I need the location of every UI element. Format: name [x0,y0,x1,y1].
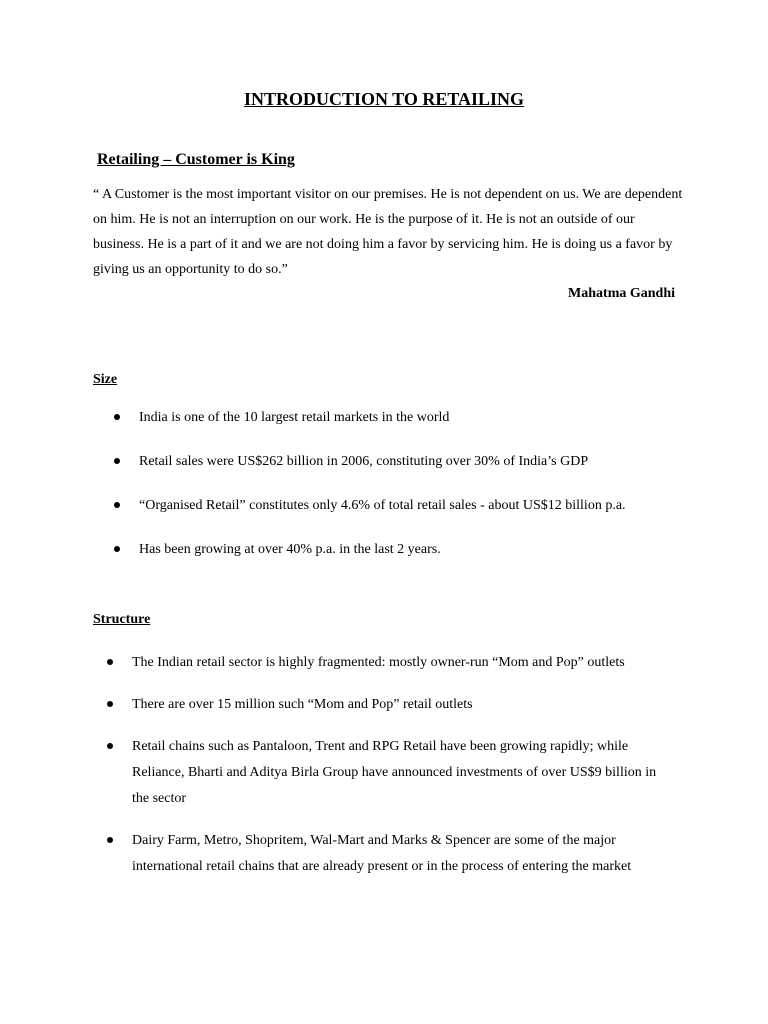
bullet-icon [107,701,113,707]
section-subtitle: Retailing – Customer is King [97,151,295,168]
bullet-icon [107,659,113,665]
size-bullet-list [112,405,675,581]
list-item [105,692,675,718]
size-heading: Size [93,372,118,387]
list-item-text: Retail chains such as Pantaloon, Trent and RPG Retail have been growing rapidly; while Reliance, Bharti and Aditya Birla Group have announced investments of over US$9 billion in the sector [132,739,657,806]
page-title: INTRODUCTION TO RETAILING [243,89,525,109]
list-item-text: The Indian retail sector is highly fragmented: mostly owner-run “Mom and Pop” outlets [132,655,625,670]
structure-bullet-list [105,650,675,896]
bullet-icon [114,414,120,420]
list-item [105,734,675,812]
list-item [112,449,675,475]
bullet-icon [114,502,120,508]
list-item-text: There are over 15 million such “Mom and Pop” retail outlets [132,697,473,712]
list-item-text: “Organised Retail” constitutes only 4.6% of total retail sales - about US$12 billion p.a. [139,498,626,513]
list-item [112,405,675,431]
bullet-icon [114,458,120,464]
list-item-text: Dairy Farm, Metro, Shopritem, Wal-Mart and Marks & Spencer are some of the major international retail chains that are already present or in the process of entering the market [132,833,632,874]
list-item [105,828,675,880]
list-item [112,537,675,563]
bullet-icon [107,743,113,749]
bullet-icon [114,546,120,552]
list-item [112,493,675,519]
list-item-text: Has been growing at over 40% p.a. in the last 2 years. [139,542,441,557]
quote-text: “ A Customer is the most important visitor on our premises. He is not dependent on us. We are dependent on him. He is not an interruption on our work. He is the purpose of it. He is not an outside of our business. He is a part of it and we are not doing him a favor by servicing him. He is doing us a favor by giving us an opportunity to do so.” [93,187,683,277]
list-item-text: India is one of the 10 largest retail markets in the world [139,410,450,425]
list-item-text: Retail sales were US$262 billion in 2006, constituting over 30% of India’s GDP [139,454,589,469]
list-item [105,650,675,676]
bullet-icon [107,837,113,843]
quote-author: Mahatma Gandhi [568,286,675,301]
structure-heading: Structure [93,612,151,627]
